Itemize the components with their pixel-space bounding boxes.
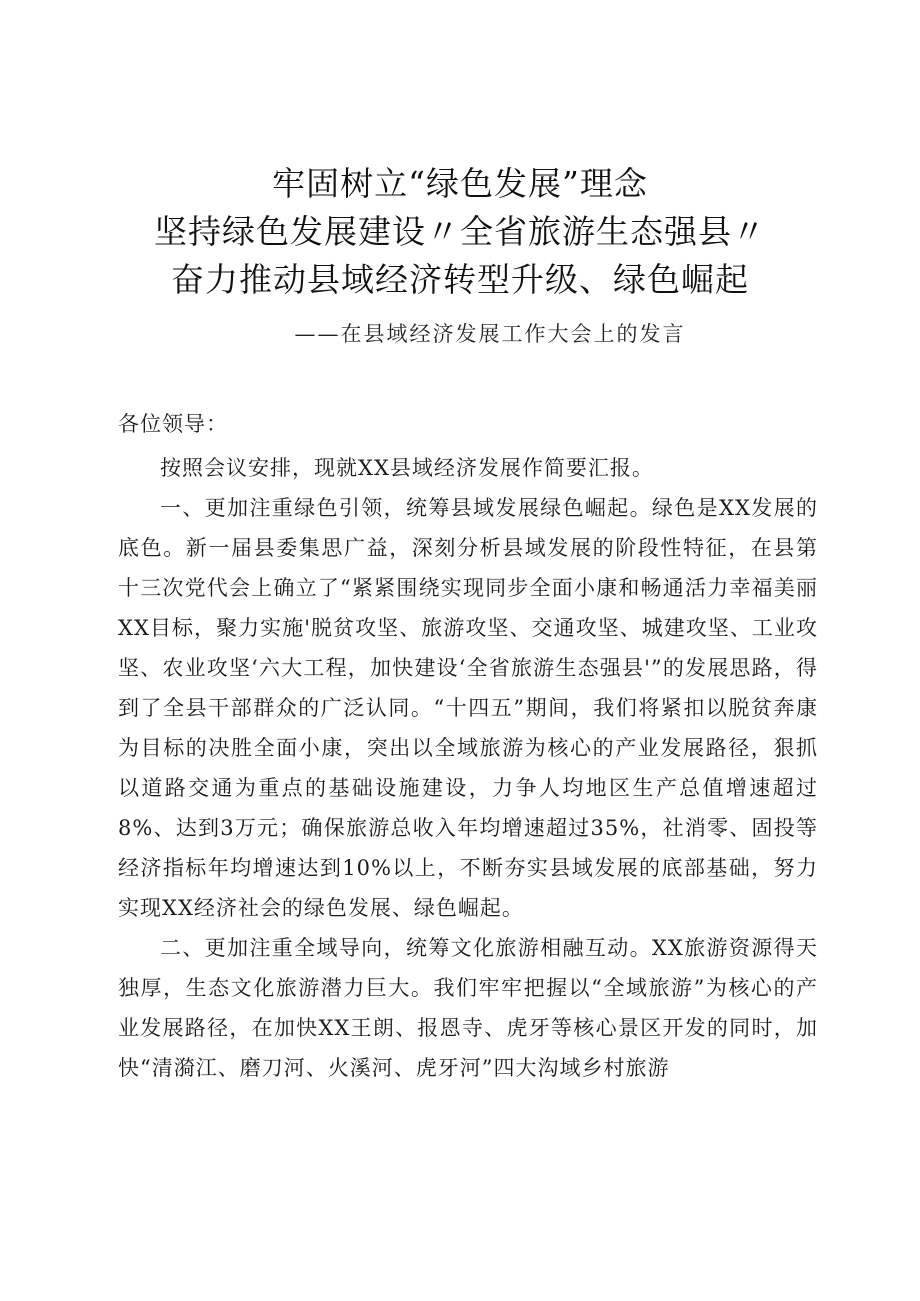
greeting: 各位领导：: [118, 412, 228, 436]
paragraph-section-2: 二、更加注重全域导向，统筹文化旅游相融互动。XX旅游资源得天独厚，生态文化旅游潜力巨大。我们牢牢把握以“全域旅游”为核心的产业发展路径，在加快XX王朗、报恩寺、虎牙等核心景区开发的同时，加快“清漪江、磨刀河、火溪河、虎牙河”四大沟域乡村旅游: [118, 936, 818, 1080]
document-subtitle: ——在县域经济发展工作大会上的发言: [294, 322, 686, 346]
title-line-2: 坚持绿色发展建设〃全省旅游生态强县〃: [154, 212, 766, 251]
title-line-3: 奋力推动县域经济转型升级、绿色崛起: [171, 260, 749, 299]
title-line-1: 牢固树立“绿色发展”理念: [272, 164, 648, 203]
paragraph-section-1: 一、更加注重绿色引领，统筹县域发展绿色崛起。绿色是XX发展的底色。新一届县委集思广益，深刻分析县域发展的阶段性特征，在县第十三次党代会上确立了“紧紧围绕实现同步全面小康和畅通活力幸福美丽XX目标，聚力实施'脱贫攻坚、旅游攻坚、交通攻坚、城建攻坚、工业攻坚、农业攻坚‘六大工程，加快建设‘全省旅游生态强县'”的发展思路，得到了全县干部群众的广泛认同。“十四五”期间，我们将紧扣以脱贫奔康为目标的决胜全面小康，突出以全域旅游为核心的产业发展路径，狠抓以道路交通为重点的基础设施建设，力争人均地区生产总值增速超过8%、达到3万元；确保旅游总收入年均增速超过35%，社消零、固投等经济指标年均增速达到10%以上，不断夯实县域发展的底部基础，努力实现XX经济社会的绿色发展、绿色崛起。: [118, 496, 818, 920]
document-title: [0, 160, 920, 304]
document-body: [118, 404, 818, 1088]
paragraph-intro: 按照会议安排，现就XX县域经济发展作简要汇报。: [160, 456, 654, 480]
